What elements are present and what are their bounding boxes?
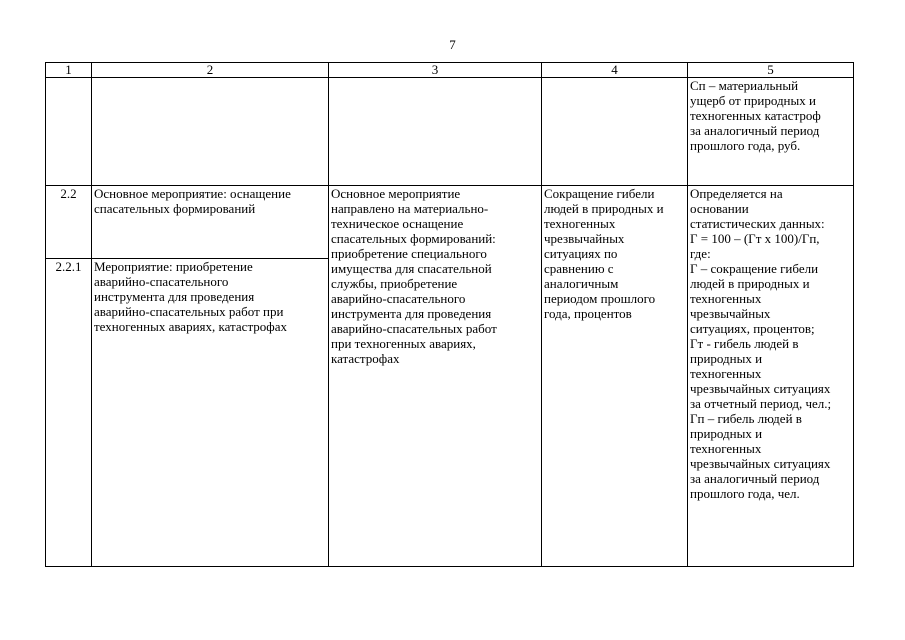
measure-name-cell: Основное мероприятие: оснащение спасательных формирований — [92, 186, 329, 259]
measure-description-cell — [329, 78, 542, 186]
measures-table — [45, 62, 854, 567]
table-row — [46, 186, 854, 259]
header-col-5: 5 — [688, 63, 854, 78]
row-number-cell — [46, 78, 92, 186]
header-col-4: 4 — [542, 63, 688, 78]
measure-description-cell: Основное мероприятие направлено на материально- техническое оснащение спасательных формирований: приобретение специального имущества для спасательной службы, приобретение аварийно-спасательного инструмента для проведения аварийно-спасательных работ при техногенных авариях, катастрофах — [329, 186, 542, 567]
indicator-name-cell — [542, 78, 688, 186]
header-col-2: 2 — [92, 63, 329, 78]
row-number-cell: 2.2 — [46, 186, 92, 259]
table-row — [46, 78, 854, 186]
measure-name-cell — [92, 78, 329, 186]
header-row — [46, 63, 854, 78]
header-col-1: 1 — [46, 63, 92, 78]
page-number: 7 — [449, 37, 456, 52]
header-col-3: 3 — [329, 63, 542, 78]
row-number-cell: 2.2.1 — [46, 259, 92, 567]
indicator-calculation-cell: Сп – материальный ущерб от природных и техногенных катастроф за аналогичный период прошлого года, руб. — [688, 78, 854, 186]
measure-name-cell: Мероприятие: приобретение аварийно-спасательного инструмента для проведения аварийно-спасательных работ при техногенных авариях, катастрофах — [92, 259, 329, 567]
indicator-name-cell: Сокращение гибели людей в природных и техногенных чрезвычайных ситуациях по сравнению с аналогичным периодом прошлого года, процентов — [542, 186, 688, 567]
indicator-calculation-cell: Определяется на основании статистических данных: Г = 100 – (Гт х 100)/Гп, где: Г – сокращение гибели людей в природных и техногенных чрезвычайных ситуациях, процентов; Гт - гибель людей в природных и техногенных чрезвычайных ситуациях за отчетный период, чел.; Гп – гибель людей в природных и техногенных чрезвычайных ситуациях за аналогичный период прошлого года, чел. — [688, 186, 854, 567]
